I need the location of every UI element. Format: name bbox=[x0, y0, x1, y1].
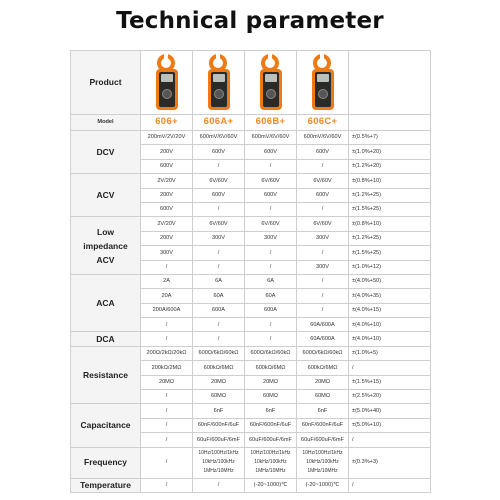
spec-cell: / bbox=[245, 159, 297, 173]
spec-cell: 2A bbox=[141, 274, 193, 288]
spec-cell: 60uF/600uF/6mF bbox=[245, 433, 297, 447]
spec-cell: / bbox=[245, 260, 297, 274]
spec-cell: 60A bbox=[245, 289, 297, 303]
category-label: Frequency bbox=[71, 447, 141, 478]
spec-cell: 600V bbox=[297, 188, 349, 202]
category-label: ACA bbox=[71, 274, 141, 332]
clamp-meter-icon bbox=[308, 54, 338, 112]
accuracy-cell: ±(1.2%+25) bbox=[349, 188, 431, 202]
spec-cell: / bbox=[245, 202, 297, 216]
spec-cell: 200V bbox=[141, 188, 193, 202]
spec-cell: 20A bbox=[141, 289, 193, 303]
accuracy-cell: ±(0.8%+10) bbox=[349, 217, 431, 231]
spec-cell: / bbox=[141, 447, 193, 478]
spec-cell: 200A/600A bbox=[141, 303, 193, 317]
spec-cell: 600V bbox=[245, 188, 297, 202]
spec-cell: 600mV/6V/60V bbox=[297, 131, 349, 145]
product-image-606c-plus bbox=[297, 51, 349, 115]
accuracy-cell: ±(0.5%+7) bbox=[349, 131, 431, 145]
spec-cell: 200mV/2V/20V bbox=[141, 131, 193, 145]
spec-cell: 6V/60V bbox=[297, 217, 349, 231]
spec-cell: 60uF/600uF/6mF bbox=[193, 433, 245, 447]
category-label: DCA bbox=[71, 332, 141, 346]
spec-cell: / bbox=[193, 318, 245, 332]
accuracy-cell: / bbox=[349, 478, 431, 492]
spec-cell: 2V/20V bbox=[141, 174, 193, 188]
accuracy-cell: ±(1.2%+20) bbox=[349, 159, 431, 173]
model-empty-cell bbox=[349, 115, 431, 131]
spec-cell: / bbox=[141, 433, 193, 447]
spec-row bbox=[71, 478, 431, 492]
spec-cell: / bbox=[245, 318, 297, 332]
category-label: Capacitance bbox=[71, 404, 141, 447]
page-title: Technical parameter bbox=[116, 8, 384, 34]
spec-cell: 60MΩ bbox=[245, 390, 297, 404]
spec-cell: 6V/60V bbox=[245, 217, 297, 231]
model-label: Model bbox=[71, 115, 141, 131]
spec-cell: 600A bbox=[245, 303, 297, 317]
accuracy-cell: ±(1.0%+20) bbox=[349, 145, 431, 159]
spec-row bbox=[71, 131, 431, 145]
clamp-meter-icon bbox=[204, 54, 234, 112]
spec-cell: 600V bbox=[141, 202, 193, 216]
accuracy-cell: ±(1.0%+12) bbox=[349, 260, 431, 274]
spec-row bbox=[71, 217, 431, 231]
spec-cell: / bbox=[193, 202, 245, 216]
accuracy-cell: ±(1.5%+25) bbox=[349, 202, 431, 216]
spec-cell: 600V bbox=[193, 188, 245, 202]
spec-cell: 6nF bbox=[245, 404, 297, 418]
product-image-606a-plus bbox=[193, 51, 245, 115]
accuracy-cell: ±(4.0%+50) bbox=[349, 274, 431, 288]
accuracy-cell: ±(0.3%+3) bbox=[349, 447, 431, 478]
spec-cell: 300V bbox=[297, 231, 349, 245]
spec-cell: / bbox=[297, 202, 349, 216]
spec-cell: 10Hz/100Hz/1kHz 10kHz/100kHz 1MHz/10MHz bbox=[193, 447, 245, 478]
spec-cell: (-20~1000)℃ bbox=[245, 478, 297, 492]
spec-cell: 60uF/600uF/6mF bbox=[297, 433, 349, 447]
spec-cell: / bbox=[193, 478, 245, 492]
spec-cell: 60nF/600nF/6uF bbox=[245, 418, 297, 432]
spec-cell: / bbox=[141, 404, 193, 418]
spec-cell: 60nF/600nF/6uF bbox=[193, 418, 245, 432]
spec-cell: / bbox=[193, 246, 245, 260]
accuracy-cell: / bbox=[349, 361, 431, 375]
spec-cell: / bbox=[141, 478, 193, 492]
spec-cell: / bbox=[297, 303, 349, 317]
spec-table bbox=[70, 50, 431, 493]
accuracy-cell: ±(2.5%+20) bbox=[349, 390, 431, 404]
spec-cell: / bbox=[141, 260, 193, 274]
spec-cell: 600Ω/6kΩ/60kΩ bbox=[297, 346, 349, 360]
spec-cell: 6A bbox=[193, 274, 245, 288]
spec-cell: 60nF/600nF/6uF bbox=[297, 418, 349, 432]
spec-cell: 6V/60V bbox=[193, 174, 245, 188]
accuracy-cell: ±(1.5%+15) bbox=[349, 375, 431, 389]
spec-cell: 6V/60V bbox=[245, 174, 297, 188]
spec-cell: 60A/600A bbox=[297, 318, 349, 332]
model-name: 606C+ bbox=[297, 115, 349, 131]
model-name: 606B+ bbox=[245, 115, 297, 131]
spec-cell: 60MΩ bbox=[297, 390, 349, 404]
spec-cell: 60A bbox=[193, 289, 245, 303]
product-empty-cell bbox=[349, 51, 431, 115]
spec-cell: 60A/600A bbox=[297, 332, 349, 346]
spec-cell: 600kΩ/6MΩ bbox=[245, 361, 297, 375]
model-row bbox=[71, 115, 431, 131]
spec-cell: 200Ω/2kΩ/20kΩ bbox=[141, 346, 193, 360]
spec-cell: / bbox=[297, 274, 349, 288]
spec-cell: 6nF bbox=[297, 404, 349, 418]
spec-cell: 600Ω/6kΩ/60kΩ bbox=[245, 346, 297, 360]
spec-row bbox=[71, 274, 431, 288]
spec-cell: 200V bbox=[141, 145, 193, 159]
spec-cell: 600V bbox=[141, 159, 193, 173]
spec-cell: 10Hz/100Hz/1kHz 10kHz/100kHz 1MHz/10MHz bbox=[297, 447, 349, 478]
product-image-606b-plus bbox=[245, 51, 297, 115]
spec-cell: 300V bbox=[193, 231, 245, 245]
product-image-606-plus bbox=[141, 51, 193, 115]
spec-cell: 300V bbox=[245, 231, 297, 245]
spec-cell: 2V/20V bbox=[141, 217, 193, 231]
category-label: Resistance bbox=[71, 346, 141, 404]
spec-cell: (-20~1000)℃ bbox=[297, 478, 349, 492]
spec-cell: 300V bbox=[297, 260, 349, 274]
spec-cell: 6V/60V bbox=[297, 174, 349, 188]
clamp-meter-icon bbox=[152, 54, 182, 112]
accuracy-cell: ±(1.2%+25) bbox=[349, 231, 431, 245]
spec-cell: / bbox=[141, 318, 193, 332]
spec-cell: 20MΩ bbox=[141, 375, 193, 389]
spec-row bbox=[71, 332, 431, 346]
spec-cell: 20MΩ bbox=[245, 375, 297, 389]
spec-cell: / bbox=[193, 332, 245, 346]
spec-cell: / bbox=[297, 246, 349, 260]
spec-row bbox=[71, 404, 431, 418]
accuracy-cell: / bbox=[349, 433, 431, 447]
spec-cell: 6nF bbox=[193, 404, 245, 418]
spec-cell: / bbox=[193, 260, 245, 274]
spec-cell: 600V bbox=[193, 145, 245, 159]
spec-cell: 60MΩ bbox=[193, 390, 245, 404]
accuracy-cell: ±(5.0%+10) bbox=[349, 418, 431, 432]
spec-cell: 10Hz/100Hz/1kHz 10kHz/100kHz 1MHz/10MHz bbox=[245, 447, 297, 478]
model-name: 606+ bbox=[141, 115, 193, 131]
spec-cell: 300V bbox=[141, 246, 193, 260]
category-label: Low impedance ACV bbox=[71, 217, 141, 275]
spec-cell: / bbox=[141, 332, 193, 346]
spec-cell: 6A bbox=[245, 274, 297, 288]
spec-cell: 200kΩ/2MΩ bbox=[141, 361, 193, 375]
clamp-meter-icon bbox=[256, 54, 286, 112]
spec-cell: 600kΩ/6MΩ bbox=[193, 361, 245, 375]
spec-cell: 200V bbox=[141, 231, 193, 245]
spec-cell: 600V bbox=[245, 145, 297, 159]
spec-cell: / bbox=[297, 159, 349, 173]
accuracy-cell: ±(4.0%+15) bbox=[349, 303, 431, 317]
product-row bbox=[71, 51, 431, 115]
spec-cell: / bbox=[141, 418, 193, 432]
accuracy-cell: ±(1.5%+25) bbox=[349, 246, 431, 260]
accuracy-cell: ±(5.0%+40) bbox=[349, 404, 431, 418]
accuracy-cell: ±(4.0%+10) bbox=[349, 332, 431, 346]
spec-cell: 6V/60V bbox=[193, 217, 245, 231]
accuracy-cell: ±(0.8%+10) bbox=[349, 174, 431, 188]
accuracy-cell: ±(1.0%+5) bbox=[349, 346, 431, 360]
spec-cell: 600V bbox=[297, 145, 349, 159]
spec-cell: / bbox=[141, 390, 193, 404]
category-label: ACV bbox=[71, 174, 141, 217]
spec-cell: / bbox=[297, 289, 349, 303]
spec-row bbox=[71, 447, 431, 478]
spec-cell: 600kΩ/6MΩ bbox=[297, 361, 349, 375]
spec-cell: / bbox=[245, 332, 297, 346]
category-label: DCV bbox=[71, 131, 141, 174]
spec-cell: / bbox=[193, 159, 245, 173]
spec-cell: 600mV/6V/60V bbox=[245, 131, 297, 145]
spec-row bbox=[71, 174, 431, 188]
spec-cell: 20MΩ bbox=[193, 375, 245, 389]
category-label: Temperature bbox=[71, 478, 141, 492]
model-name: 606A+ bbox=[193, 115, 245, 131]
spec-cell: 600A bbox=[193, 303, 245, 317]
spec-cell: 600mV/6V/60V bbox=[193, 131, 245, 145]
product-label: Product bbox=[71, 51, 141, 115]
accuracy-cell: ±(4.0%+35) bbox=[349, 289, 431, 303]
spec-cell: 600Ω/6kΩ/60kΩ bbox=[193, 346, 245, 360]
spec-cell: 20MΩ bbox=[297, 375, 349, 389]
spec-cell: / bbox=[245, 246, 297, 260]
accuracy-cell: ±(4.0%+10) bbox=[349, 318, 431, 332]
spec-row bbox=[71, 346, 431, 360]
